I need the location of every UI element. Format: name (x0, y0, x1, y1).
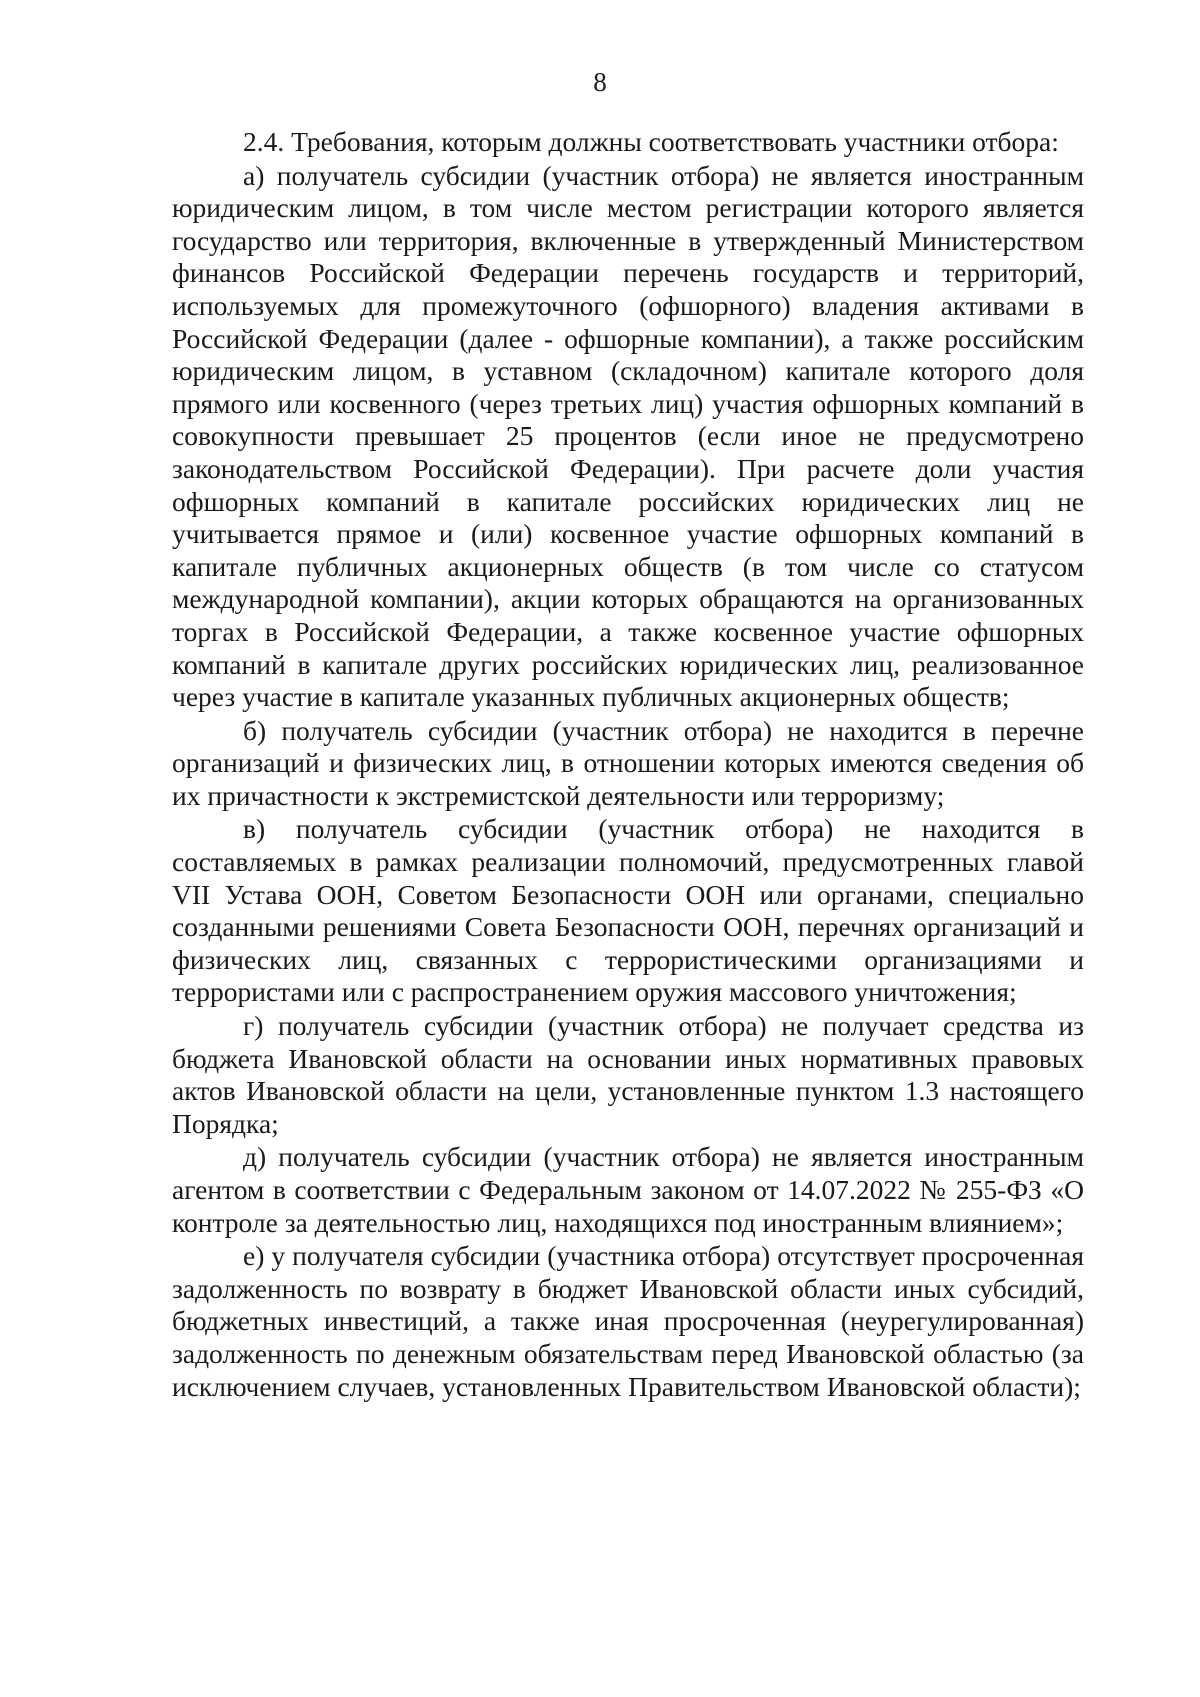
paragraph-item-g: г) получатель субсидии (участник отбора) не получает средства из бюджета Ивановской области на основании иных нормативных правовых актов Ивановской области на цели, установленные пунктом 1.3 настоящего Порядка; (172, 1010, 1084, 1139)
paragraph-2-4-heading: 2.4. Требования, которым должны соответствовать участники отбора: (243, 126, 1059, 157)
paragraph-item-b: б) получатель субсидии (участник отбора) не находится в перечне организаций и физических лиц, в отношении которых имеются сведения об их причастности к экстремистской деятельности или терроризму; (172, 714, 1084, 811)
paragraph-item-v: в) получатель субсидии (участник отбора) не находится в составляемых в рамках реализации полномочий, предусмотренных главой VII Устава ООН, Советом Безопасности ООН или органами, специально созданными решениями Совета Безопасности ООН, перечнях организаций и физических лиц, связанных с террористическими организациями и террористами или с распространением оружия массового уничтожения; (172, 813, 1084, 1008)
paragraph-item-a: а) получатель субсидии (участник отбора) не является иностранным юридическим лицом, в том числе местом регистрации которого является государство или территория, включенные в утвержденный Министерством финансов Российской Федерации перечень государств и территорий, используемых для промежуточного (офшорного) владения активами в Российской Федерации (далее - офшорные компании), а также российским юридическим лицом, в уставном (складочном) капитале которого доля прямого или косвенного (через третьих лиц) участия офшорных компаний в совокупности превышает 25 процентов (если иное не предусмотрено законодательством Российской Федерации). При расчете доли участия офшорных компаний в капитале российских юридических лиц не учитывается прямое и (или) косвенное участие офшорных компаний в капитале публичных акционерных обществ (в том числе со статусом международной компании), акции которых обращаются на организованных торгах в Российской Федерации, а также косвенное участие офшорных компаний в капитале других российских юридических лиц, реализованное через участие в капитале указанных публичных акционерных обществ; (172, 159, 1084, 713)
page-number: 8 (593, 67, 607, 97)
paragraph-item-e: е) у получателя субсидии (участника отбора) отсутствует просроченная задолженность по возврату в бюджет Ивановской области иных субсидий, бюджетных инвестиций, а также иная просроченная (неурегулированная) задолженность по денежным обязательствам перед Ивановской областью (за исключением случаев, установленных Правительством Ивановской области); (172, 1240, 1084, 1402)
paragraph-item-d: д) получатель субсидии (участник отбора) не является иностранным агентом в соответствии с Федеральным законом от 14.07.2022 № 255-ФЗ «О контроле за деятельностью лиц, находящихся под иностранным влиянием»; (172, 1141, 1084, 1238)
document-body (172, 126, 1084, 1403)
